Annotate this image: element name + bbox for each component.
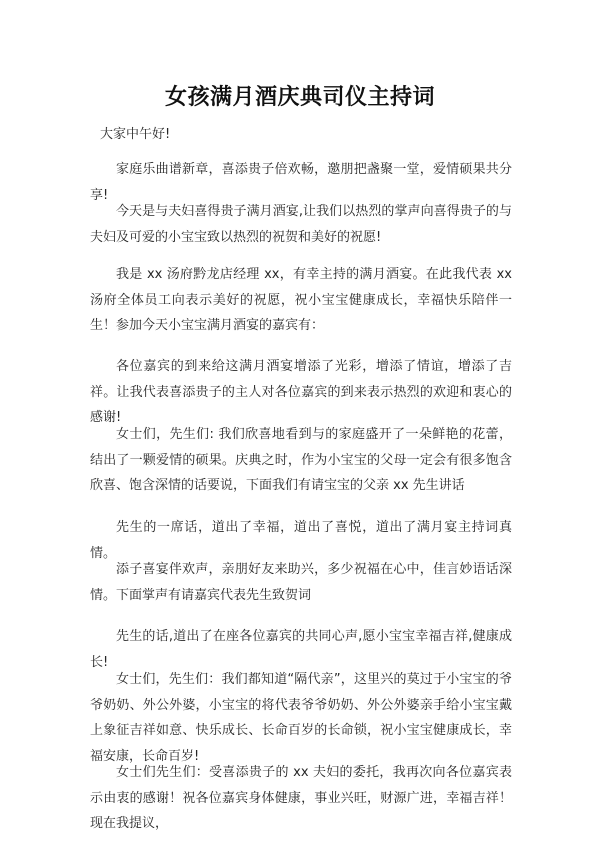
paragraph-closing-thanks: 女士们先生们：受喜添贵子的 xx 夫妇的委托，我再次向各位嘉宾表示由衷的感谢！祝各位嘉宾身体健康，事业兴旺，财源广进，幸福吉祥！现在我提议，: [90, 765, 512, 831]
paragraph-opening-verse: 家庭乐曲谱新章，喜添贵子倍欢畅，邀朋把盏聚一堂，爱情硕果共分享!: [90, 162, 512, 203]
paragraph-congratulations: 今天是与夫妇喜得贵子满月酒宴,让我们以热烈的掌声向喜得贵子的与夫妇及可爱的小宝宝致以热烈的祝贺和美好的祝愿!: [90, 204, 512, 245]
paragraph-guest-speech-intro: 添子喜宴伴欢声，亲朋好友来助兴，多少祝福在心中，佳言妙语话深情。下面掌声有请嘉宾代表先生致贺词: [90, 562, 512, 603]
paragraph-host-introduction: 我是 xx 汤府黔龙店经理 xx，有幸主持的满月酒宴。在此我代表 xx 汤府全体员工向表示美好的祝愿，祝小宝宝健康成长，幸福快乐陪伴一生！参加今天小宝宝满月酒宴的嘉宾有：: [90, 267, 512, 333]
paragraph-father-speech-outro: 先生的一席话，道出了幸福，道出了喜悦，道出了满月宴主持词真情。: [90, 520, 512, 561]
paragraph-grandparents-lock: 女士们，先生们：我们都知道“隔代亲”，这里兴的莫过于小宝宝的爷爷奶奶、外公外婆，小宝宝的将代表爷爷奶奶、外公外婆亲手给小宝宝戴上象征吉祥如意、快乐成长、长命百岁的长命锁，祝小宝宝健康成长，幸福安康，长命百岁!: [90, 672, 512, 764]
paragraph-welcome-guests: 各位嘉宾的到来给这满月酒宴增添了光彩，增添了情谊，增添了吉祥。让我代表喜添贵子的主人对各位嘉宾的到来表示热烈的欢迎和衷心的感谢!: [90, 359, 512, 425]
paragraph-father-speech-intro: 女士们，先生们: 我们欣喜地看到与的家庭盛开了一朵鲜艳的花蕾，结出了一颗爱情的硕果。庆典之时，作为小宝宝的父母一定会有很多饱含欣喜、饱含深情的话要说，下面我们有请宝宝的父亲 xx 先生讲话: [90, 427, 512, 493]
document-title: 女孩满月酒庆典司仪主持词: [164, 85, 435, 110]
paragraph-guest-speech-outro: 先生的话,道出了在座各位嘉宾的共同心声,愿小宝宝幸福吉祥,健康成长!: [90, 629, 512, 670]
paragraph-greeting: 大家中午好!: [100, 127, 171, 142]
